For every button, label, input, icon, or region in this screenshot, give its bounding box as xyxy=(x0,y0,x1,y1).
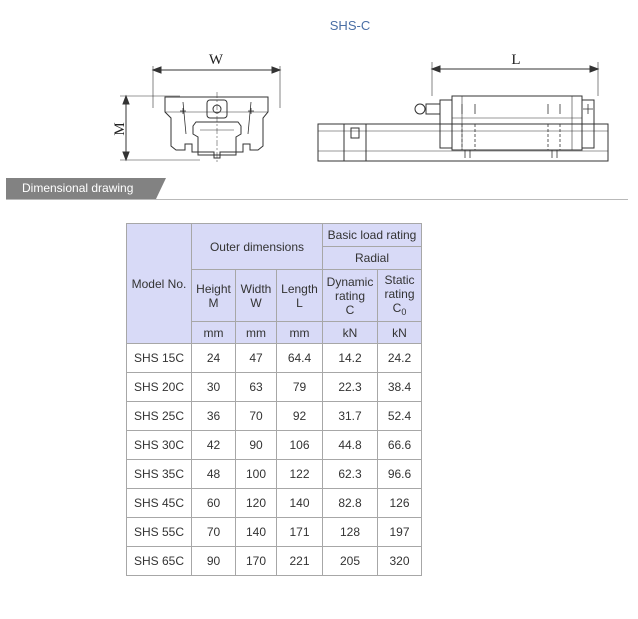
section-title: Dimensional drawing xyxy=(6,178,156,199)
height-cell: 36 xyxy=(192,402,236,431)
height-cell: 48 xyxy=(192,460,236,489)
length-cell: 106 xyxy=(277,431,323,460)
model-cell: SHS 55C xyxy=(127,518,192,547)
table-row xyxy=(127,431,422,460)
height-cell: 70 xyxy=(192,518,236,547)
width-column-header: Width W xyxy=(236,270,277,322)
page-title: SHS-C xyxy=(329,18,371,33)
width-cell: 120 xyxy=(236,489,277,518)
length-cell: 122 xyxy=(277,460,323,489)
static-rating-cell: 52.4 xyxy=(378,402,422,431)
model-cell: SHS 30C xyxy=(127,431,192,460)
height-cell: 24 xyxy=(192,344,236,373)
height-column-header: Height M xyxy=(192,270,236,322)
front-view xyxy=(120,66,280,162)
height-dimension-label: M xyxy=(112,122,128,136)
dimension-table xyxy=(126,223,422,576)
width-cell: 90 xyxy=(236,431,277,460)
table-row xyxy=(127,547,422,576)
table-row xyxy=(127,460,422,489)
table-row xyxy=(127,344,422,373)
static-rating-column-header: Static rating $C_0$ xyxy=(378,270,422,322)
model-cell: SHS 45C xyxy=(127,489,192,518)
static-rating-cell: 96.6 xyxy=(378,460,422,489)
height-cell: 60 xyxy=(192,489,236,518)
length-dimension-label: L xyxy=(511,52,521,68)
dimensional-drawing xyxy=(0,0,638,178)
static-rating-cell: 197 xyxy=(378,518,422,547)
height-unit: mm xyxy=(192,322,236,344)
dynamic-rating-unit: kN xyxy=(323,322,378,344)
dynamic-rating-cell: 62.3 xyxy=(323,460,378,489)
dynamic-rating-cell: 128 xyxy=(323,518,378,547)
width-unit: mm xyxy=(236,322,277,344)
static-rating-cell: 38.4 xyxy=(378,373,422,402)
static-rating-cell: 320 xyxy=(378,547,422,576)
width-cell: 140 xyxy=(236,518,277,547)
width-cell: 63 xyxy=(236,373,277,402)
table-row xyxy=(127,518,422,547)
model-cell: SHS 25C xyxy=(127,402,192,431)
table-row xyxy=(127,373,422,402)
length-unit: mm xyxy=(277,322,323,344)
static-rating-cell: 24.2 xyxy=(378,344,422,373)
height-cell: 90 xyxy=(192,547,236,576)
width-cell: 170 xyxy=(236,547,277,576)
length-cell: 79 xyxy=(277,373,323,402)
dynamic-rating-column-header: Dynamic rating C xyxy=(323,270,378,322)
width-cell: 100 xyxy=(236,460,277,489)
dynamic-rating-cell: 44.8 xyxy=(323,431,378,460)
outer-dimensions-header: Outer dimensions xyxy=(192,224,323,270)
height-cell: 30 xyxy=(192,373,236,402)
dynamic-rating-cell: 31.7 xyxy=(323,402,378,431)
static-rating-cell: 126 xyxy=(378,489,422,518)
static-rating-cell: 66.6 xyxy=(378,431,422,460)
static-rating-unit: kN xyxy=(378,322,422,344)
dynamic-rating-cell: 82.8 xyxy=(323,489,378,518)
side-view xyxy=(318,62,608,161)
length-column-header: Length L xyxy=(277,270,323,322)
model-cell: SHS 20C xyxy=(127,373,192,402)
length-cell: 171 xyxy=(277,518,323,547)
dynamic-rating-cell: 205 xyxy=(323,547,378,576)
section-header xyxy=(6,178,628,200)
length-cell: 64.4 xyxy=(277,344,323,373)
model-cell: SHS 15C xyxy=(127,344,192,373)
width-dimension-label: W xyxy=(208,52,224,68)
length-cell: 221 xyxy=(277,547,323,576)
length-cell: 140 xyxy=(277,489,323,518)
table-row xyxy=(127,489,422,518)
dynamic-rating-cell: 14.2 xyxy=(323,344,378,373)
width-cell: 70 xyxy=(236,402,277,431)
length-cell: 92 xyxy=(277,402,323,431)
radial-header: Radial xyxy=(323,247,422,270)
width-cell: 47 xyxy=(236,344,277,373)
model-cell: SHS 65C xyxy=(127,547,192,576)
height-cell: 42 xyxy=(192,431,236,460)
dynamic-rating-cell: 22.3 xyxy=(323,373,378,402)
model-header: Model No. xyxy=(127,224,192,344)
load-rating-header: Basic load rating xyxy=(323,224,422,247)
table-row xyxy=(127,402,422,431)
model-cell: SHS 35C xyxy=(127,460,192,489)
